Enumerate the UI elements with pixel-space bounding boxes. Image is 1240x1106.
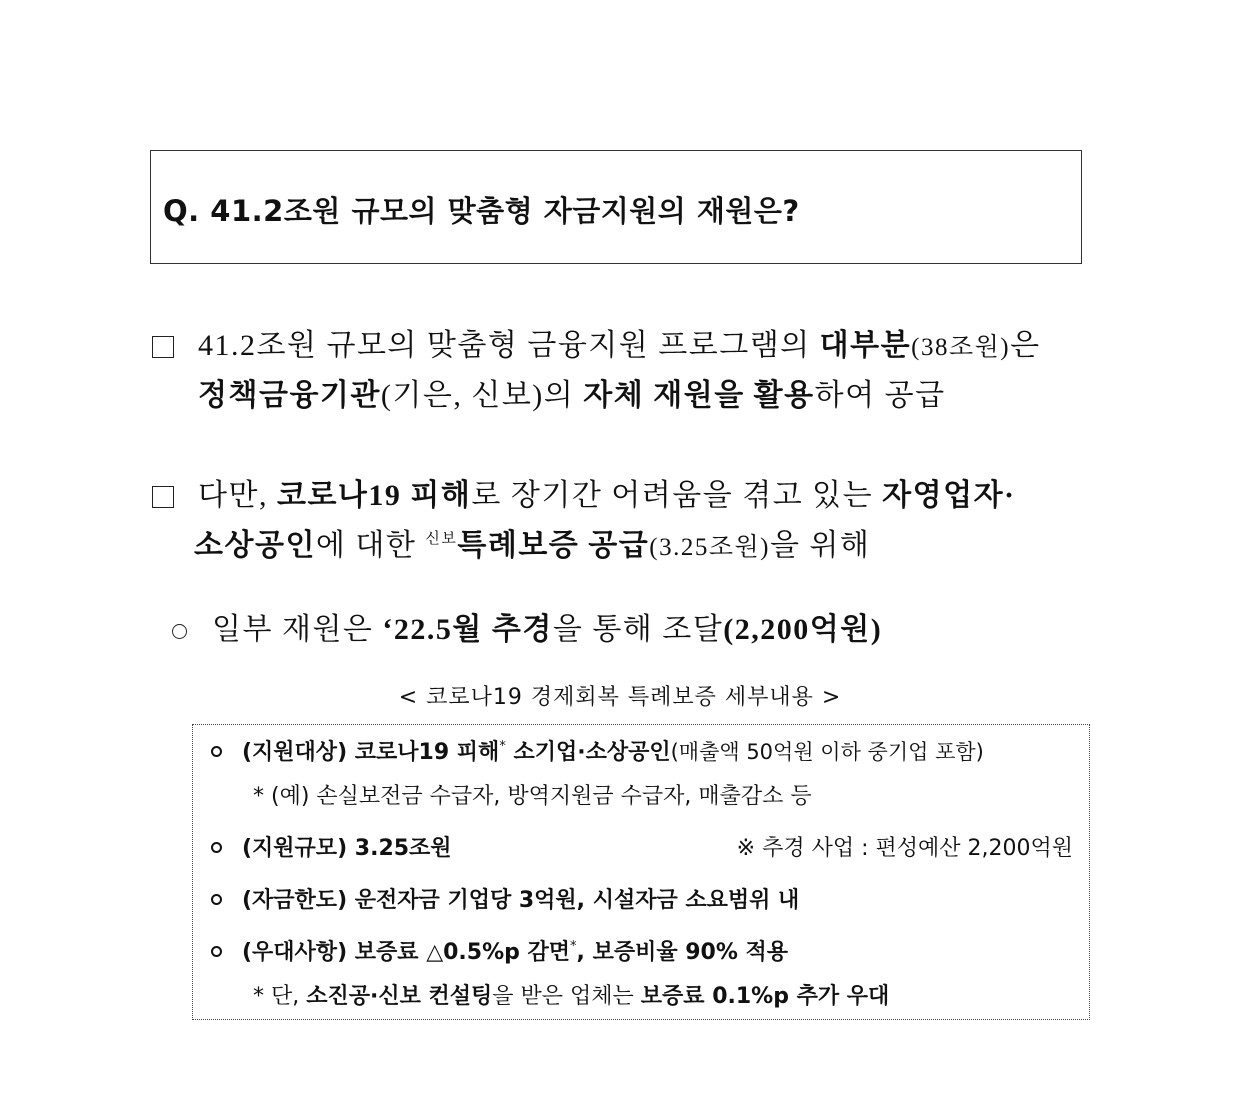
text-bold: (자금한도) 운전자금 기업당 3억원, 시설자금 소요범위 내	[242, 888, 800, 913]
text-bold: 자영업자·	[882, 479, 1016, 512]
circle-bullet-icon	[172, 624, 187, 639]
paragraph-3	[212, 605, 882, 655]
text-bold: (우대사항) 보증료 △0.5%p 감면	[242, 940, 571, 965]
text-bold: 자체 재원을 활용	[583, 379, 815, 412]
text: 을 받은 업체는	[492, 984, 641, 1009]
detail-title: < 코로나19 경제회복 특례보증 세부내용 >	[398, 685, 842, 710]
text: 은	[1010, 329, 1041, 362]
detail-row-limit	[211, 883, 799, 914]
text-bold: 대부분	[819, 329, 912, 362]
text: 을 위해	[769, 529, 871, 562]
text-bold: ‘22.5월 추경	[382, 613, 553, 646]
circle-bullet-icon	[211, 894, 222, 905]
text: 41.2조원 규모의 맞춤형 금융지원 프로그램의	[198, 329, 820, 362]
text-bold: (지원규모) 3.25조원	[242, 836, 452, 861]
text-small: (38조원)	[911, 334, 1011, 361]
text: 을 통해 조달	[552, 613, 724, 646]
text: 다만,	[198, 479, 277, 512]
question-text: Q. 41.2조원 규모의 맞춤형 자금지원의 재원은?	[163, 194, 800, 228]
text-bold: 소기업·소상공인	[505, 740, 671, 765]
text-bold: 정책금융기관	[198, 379, 381, 412]
text-bold: 소진공·신보 컨설팅	[306, 984, 493, 1009]
circle-bullet-icon	[211, 842, 222, 853]
paragraph-1-line-2	[198, 371, 946, 421]
text: 일부 재원은	[212, 613, 383, 646]
text-bold: 소상공인	[194, 529, 316, 562]
checkbox-square-icon	[152, 486, 174, 508]
superscript: 신보	[425, 531, 458, 547]
text: 하여 공급	[814, 379, 946, 412]
paragraph-1-line-1	[198, 321, 1041, 373]
detail-row-target	[211, 735, 984, 766]
checkbox-square-icon	[152, 336, 174, 358]
detail-row-scale	[211, 831, 452, 862]
detail-box	[192, 724, 1090, 1020]
text-bold: (2,200억원)	[723, 613, 883, 646]
text-bold: (지원대상) 코로나19 피해	[242, 740, 500, 765]
circle-bullet-icon	[211, 746, 222, 757]
text: (매출액 50억원 이하 중기업 포함)	[670, 740, 984, 764]
text: (기은, 신보)의	[380, 379, 584, 412]
detail-note-1: * (예) 손실보전금 수급자, 방역지원금 수급자, 매출감소 등	[253, 784, 812, 809]
text: 로 장기간 어려움을 겪고 있는	[471, 479, 883, 512]
text-bold: 특례보증 공급	[457, 529, 650, 562]
footnote-mark: *	[499, 739, 506, 754]
text-small: (3.25조원)	[649, 534, 770, 561]
text-bold: 코로나19 피해	[276, 479, 472, 512]
text: * 단,	[253, 984, 307, 1009]
paragraph-2-line-1	[198, 471, 1016, 521]
footnote-mark: *	[570, 939, 577, 954]
text: 에 대한	[315, 529, 426, 562]
circle-bullet-icon	[211, 946, 222, 957]
question-box	[150, 150, 1082, 264]
detail-note-2	[253, 979, 889, 1010]
text-bold: , 보증비율 90% 적용	[576, 940, 789, 965]
budget-note: ※ 추경 사업 : 편성예산 2,200억원	[736, 836, 1073, 861]
text-bold: 보증료 0.1%p 추가 우대	[640, 984, 890, 1009]
detail-row-benefit	[211, 935, 788, 966]
paragraph-2-line-2	[194, 521, 870, 576]
